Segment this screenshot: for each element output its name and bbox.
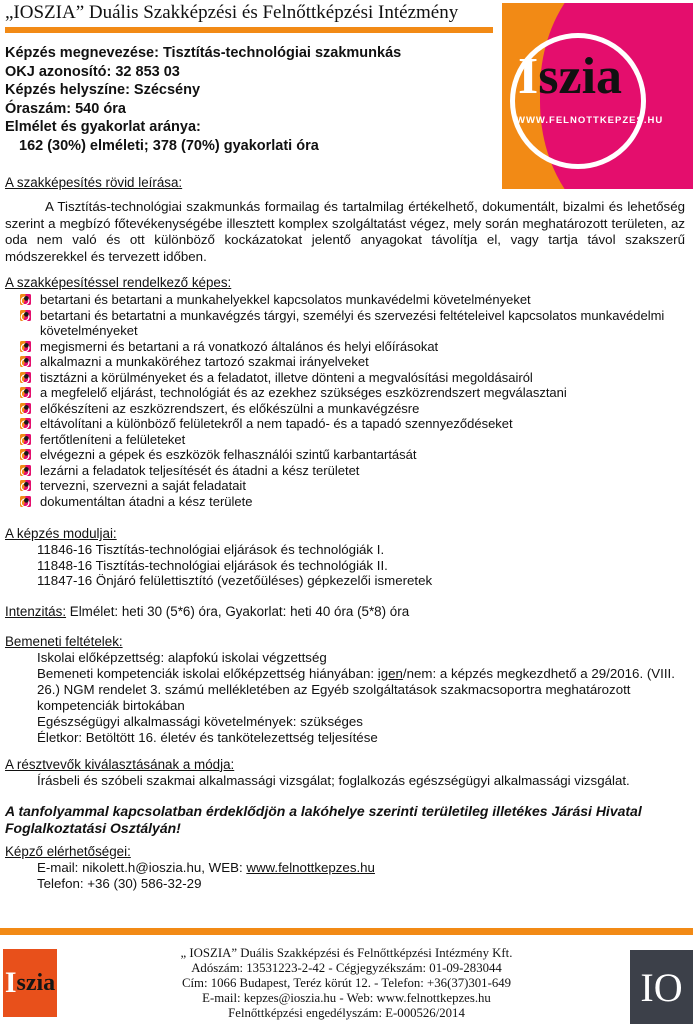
modules-list: [5, 542, 685, 589]
skill-item: [5, 292, 685, 308]
header-divider-rule: [5, 27, 493, 33]
description-heading: A szakképesítés rövid leírása:: [5, 175, 183, 190]
entry-age-line: Életkor: Betöltött 16. életév és tankötelezettség teljesítése: [37, 729, 378, 745]
skill-text: tervezni, szervezni a saját feladatait: [40, 478, 246, 493]
bullet-logo-icon: [20, 294, 31, 305]
footer-io-logo: IO: [630, 950, 693, 1024]
theory-practice-label: Elmélet és gyakorlat aránya:: [5, 119, 201, 135]
course-name-line: Képzés megnevezése: Tisztítás-technológiai szakmunkás: [5, 45, 402, 61]
module-item: 11847-16 Önjáró felülettisztító (vezetőüléses) gépkezelői ismeretek: [37, 573, 433, 588]
bullet-logo-icon: [20, 434, 31, 445]
course-hours-line: Óraszám: 540 óra: [5, 100, 126, 117]
logo-site-url: WWW.FELNOTTKEPZES.HU: [516, 115, 664, 126]
igen-underline: igen: [377, 665, 403, 681]
bullet-logo-icon: [20, 480, 31, 491]
contact-phone-line: Telefon: +36 (30) 586-32-29: [37, 875, 202, 891]
contact-email-line: [5, 860, 685, 876]
footer-logo-letter-i: I: [4, 966, 17, 999]
bullet-logo-icon: [20, 496, 31, 507]
header-title: „IOSZIA” Duális Szakképzési és Felnőttképzési Intézmény: [5, 2, 459, 23]
footer-info-block: [90, 946, 603, 1021]
bullet-logo-icon: [20, 449, 31, 460]
entry-competency-pre: Bemeneti kompetenciák iskolai előképzettség hiányában:: [37, 665, 378, 681]
web-link[interactable]: www.felnottkepzes.hu: [246, 859, 375, 875]
skill-item: [5, 354, 685, 370]
entry-competency-post: /nem: a képzés megkezdhető a 29/2016. (VIII. 26.) NGM rendelet 3. számú mellékletében az Egyéb szolgáltatások szakmacsoportra meghatározott kompetenciák birtokában: [37, 665, 675, 713]
contact-email-pre: E-mail: nikolett.h@ioszia.hu, WEB:: [37, 859, 247, 875]
description-paragraph: A Tisztítás-technológiai szakmunkás formailag és tartalmilag értékelhető, dokumentált, bizalmi és lehetőség szerint a megbízó főtevékenységébe illesztett komplex szolgáltatást végez, mely során meghatározott területen, az oda nem való és ott különböző kockázatokat jelentő anyagokat távolítja el, vagy tartja távol szakszerű módszerekkel és tervezett időben.: [5, 199, 685, 264]
course-location-line: Képzés helyszíne: Szécsény: [5, 82, 201, 98]
footer: [0, 940, 693, 1024]
skills-heading: A szakképesítéssel rendelkező képes:: [5, 275, 232, 290]
skill-text: alkalmazni a munkaköréhez tartozó szakmai irányelveket: [40, 354, 369, 369]
ioszia-logo: [502, 3, 693, 189]
skill-text: eltávolítani a különböző felületekről a nem tapadó- és a tapadó szennyeződéseket: [40, 416, 513, 431]
skill-item: [5, 401, 685, 417]
skill-item: [5, 308, 685, 339]
skill-item: [5, 416, 685, 432]
bullet-logo-icon: [20, 418, 31, 429]
okj-id-line: OKJ azonosító: 32 853 03: [5, 63, 180, 80]
entry-education-line: Iskolai előképzettség: alapfokú iskolai végzettség: [37, 649, 327, 665]
footer-ioszia-logo: [3, 949, 57, 1017]
skill-item: [5, 478, 685, 494]
skills-list: [5, 292, 685, 509]
skill-item: [5, 494, 685, 510]
entry-competency-line: [5, 666, 685, 714]
intensity-line: [5, 603, 685, 620]
module-item: 11846-16 Tisztítás-technológiai eljárások és technológiák I.: [37, 542, 385, 557]
skill-text: megismerni és betartani a rá vonatkozó általános és helyi előírásokat: [40, 338, 439, 354]
footer-divider: [0, 928, 693, 935]
modules-heading: A képzés moduljai:: [5, 526, 117, 541]
entry-health-line: Egészségügyi alkalmassági követelmények: szükséges: [37, 713, 363, 729]
skill-item: [5, 463, 685, 479]
skill-text: lezárni a feladatok teljesítését és átadni a kész területet: [40, 462, 360, 478]
intensity-label: Intenzitás:: [5, 603, 67, 619]
bullet-logo-icon: [20, 403, 31, 414]
skill-text: a megfelelő eljárást, technológiát és az ezekhez szükséges eszközrendszert megválasztani: [40, 385, 567, 400]
bullet-logo-icon: [20, 356, 31, 367]
skill-item: [5, 432, 685, 448]
skill-text: betartani és betartatni a munkavégzés tárgyi, személyi és szervezési feltételeivel kapcsolatos munkavédelmi követelményeket: [40, 307, 665, 338]
skill-item: [5, 370, 685, 386]
intensity-value: Elmélet: heti 30 (5*6) óra, Gyakorlat: heti 40 óra (5*8) óra: [66, 603, 410, 619]
skill-text: előkészíteni az eszközrendszert, és előkészülni a munkavégzésre: [40, 400, 420, 416]
skill-item: [5, 339, 685, 355]
bullet-logo-icon: [20, 387, 31, 398]
selection-method-line: Írásbeli és szóbeli szakmai alkalmassági vizsgálat; foglalkozás egészségügyi alkalmassági vizsgálat.: [37, 772, 630, 788]
module-item: 11848-16 Tisztítás-technológiai eljárások és technológiák II.: [37, 557, 388, 573]
skill-text: tisztázni a körülményeket és a feladatot, illetve dönteni a megvalósítási megoldásairól: [40, 369, 533, 385]
bullet-logo-icon: [20, 341, 31, 352]
skill-item: [5, 385, 685, 401]
skill-text: fertőtleníteni a felületeket: [40, 431, 186, 447]
skill-text: elvégezni a gépek és eszközök felhasználói szintű karbantartását: [40, 447, 417, 462]
footer-email-web-line: E-mail: kepzes@ioszia.hu - Web: www.felnottkepzes.hu: [202, 991, 491, 1005]
footer-logo-letters-szia: szia: [16, 969, 56, 996]
skill-text: dokumentáltan átadni a kész területe: [40, 493, 253, 509]
bullet-logo-icon: [20, 310, 31, 321]
logo-letter-i: I: [518, 48, 539, 105]
entry-heading: Bemeneti feltételek:: [5, 633, 123, 649]
skill-text: betartani és betartani a munkahelyekkel kapcsolatos munkavédelmi követelményeket: [40, 292, 531, 307]
footer-company-line: „ IOSZIA” Duális Szakképzési és Felnőttképzési Intézmény Kft.: [180, 946, 513, 960]
contact-heading: Képző elérhetőségei:: [5, 843, 131, 859]
theory-practice-ratio: 162 (30%) elméleti; 378 (70%) gyakorlati óra: [19, 137, 319, 154]
logo-letters-szia: szia: [538, 48, 623, 105]
logo-wordmark: [518, 48, 623, 105]
entry-requirements-section: [5, 633, 685, 746]
footer-license-line: Felnőttképzési engedélyszám: E-000526/2014: [228, 1006, 465, 1020]
footer-address-line: Cím: 1066 Budapest, Teréz körút 12. - Telefon: +36(37)301-649: [181, 976, 512, 990]
skill-item: [5, 447, 685, 463]
footer-tax-line: Adószám: 13531223-2-42 - Cégjegyzékszám: 01-09-283044: [191, 961, 502, 975]
bullet-logo-icon: [20, 372, 31, 383]
selection-heading: A résztvevők kiválasztásának a módja:: [5, 756, 235, 772]
bullet-logo-icon: [20, 465, 31, 476]
notice-text: A tanfolyammal kapcsolatban érdeklődjön a lakóhelye szerinti területileg illetékes Járási Hivatal Foglalkoztatási Osztályán!: [5, 802, 642, 836]
